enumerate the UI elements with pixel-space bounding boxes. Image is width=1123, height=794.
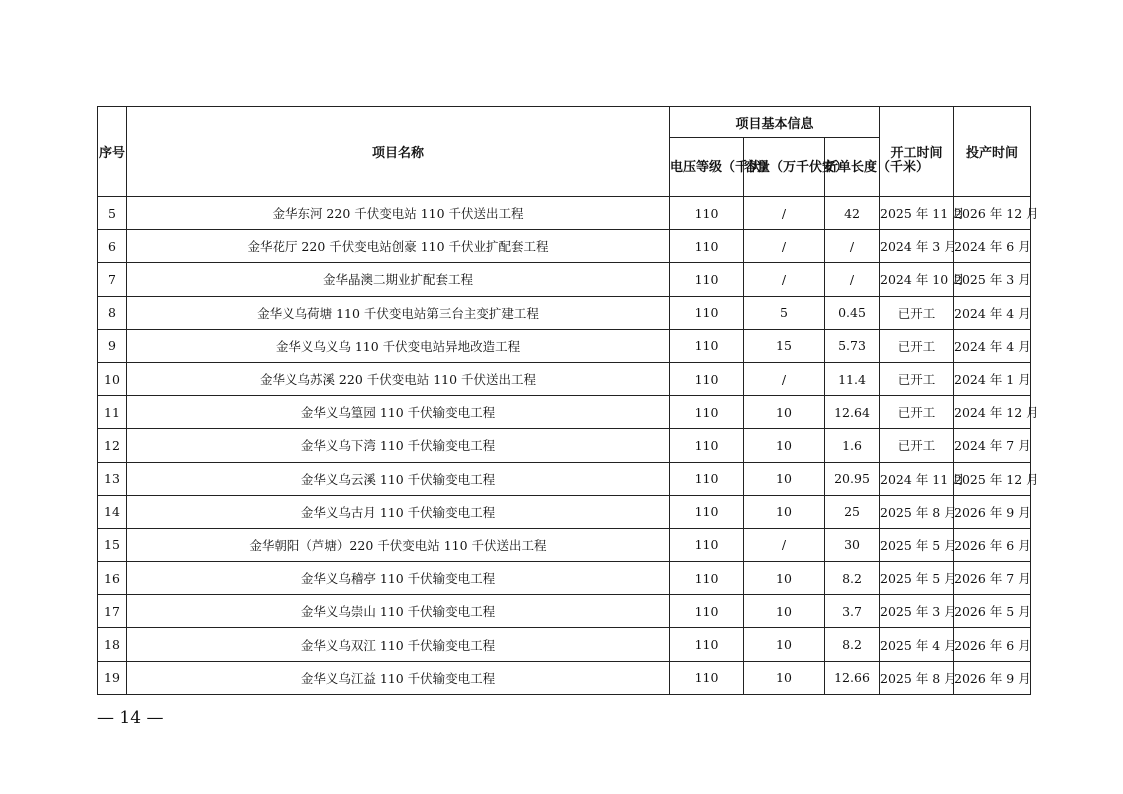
cell-name: 金华义乌荷塘 110 千伏变电站第三台主变扩建工程 (127, 296, 670, 329)
cell-length: 42 (825, 197, 880, 230)
cell-seq: 11 (98, 396, 127, 429)
table-row (98, 230, 1031, 263)
cell-voltage: 110 (670, 230, 744, 263)
cell-start: 2025 年 4 月 (880, 628, 954, 661)
cell-commission: 2024 年 7 月 (954, 429, 1031, 462)
cell-name: 金华义乌云溪 110 千伏输变电工程 (127, 462, 670, 495)
table-row (98, 462, 1031, 495)
project-table (97, 106, 1039, 695)
header-length: 折单长度（千米） (825, 138, 880, 197)
table-row (98, 495, 1031, 528)
cell-commission: 2026 年 6 月 (954, 628, 1031, 661)
table-row (98, 263, 1031, 296)
cell-length: / (825, 263, 880, 296)
cell-seq: 17 (98, 595, 127, 628)
cell-length: / (825, 230, 880, 263)
cell-length: 20.95 (825, 462, 880, 495)
cell-seq: 18 (98, 628, 127, 661)
table-row (98, 562, 1031, 595)
cell-commission: 2025 年 3 月 (954, 263, 1031, 296)
cell-commission: 2026 年 5 月 (954, 595, 1031, 628)
cell-name: 金华义乌崇山 110 千伏输变电工程 (127, 595, 670, 628)
cell-voltage: 110 (670, 595, 744, 628)
cell-capacity: 10 (744, 661, 825, 694)
cell-start: 2025 年 5 月 (880, 528, 954, 561)
cell-name: 金华东河 220 千伏变电站 110 千伏送出工程 (127, 197, 670, 230)
cell-start: 已开工 (880, 429, 954, 462)
cell-voltage: 110 (670, 528, 744, 561)
cell-commission: 2026 年 7 月 (954, 562, 1031, 595)
cell-length: 3.7 (825, 595, 880, 628)
cell-capacity: / (744, 263, 825, 296)
cell-start: 已开工 (880, 329, 954, 362)
cell-voltage: 110 (670, 396, 744, 429)
cell-capacity: 10 (744, 462, 825, 495)
cell-seq: 7 (98, 263, 127, 296)
cell-seq: 14 (98, 495, 127, 528)
header-name: 项目名称 (127, 107, 670, 197)
table-row (98, 362, 1031, 395)
cell-capacity: / (744, 230, 825, 263)
cell-commission: 2024 年 4 月 (954, 329, 1031, 362)
cell-commission: 2024 年 6 月 (954, 230, 1031, 263)
header-commission: 投产时间 (954, 107, 1031, 197)
cell-capacity: 15 (744, 329, 825, 362)
cell-seq: 19 (98, 661, 127, 694)
cell-seq: 15 (98, 528, 127, 561)
cell-start: 已开工 (880, 396, 954, 429)
cell-commission: 2026 年 12 月 (954, 197, 1031, 230)
cell-name: 金华朝阳（芦塘）220 千伏变电站 110 千伏送出工程 (127, 528, 670, 561)
table-row (98, 329, 1031, 362)
table-row (98, 528, 1031, 561)
cell-capacity: 10 (744, 628, 825, 661)
cell-capacity: 5 (744, 296, 825, 329)
cell-voltage: 110 (670, 495, 744, 528)
table-row (98, 197, 1031, 230)
cell-name: 金华义乌古月 110 千伏输变电工程 (127, 495, 670, 528)
table-row (98, 628, 1031, 661)
cell-capacity: 10 (744, 595, 825, 628)
header-voltage: 电压等级（千伏） (670, 138, 744, 197)
cell-commission: 2026 年 9 月 (954, 495, 1031, 528)
cell-length: 12.64 (825, 396, 880, 429)
cell-name: 金华义乌江益 110 千伏输变电工程 (127, 661, 670, 694)
cell-commission: 2025 年 12 月 (954, 462, 1031, 495)
cell-name: 金华花厅 220 千伏变电站创豪 110 千伏业扩配套工程 (127, 230, 670, 263)
table-row (98, 429, 1031, 462)
cell-capacity: 10 (744, 495, 825, 528)
table-row (98, 296, 1031, 329)
cell-start: 已开工 (880, 362, 954, 395)
header-capacity: 容量（万千伏安） (744, 138, 825, 197)
cell-seq: 10 (98, 362, 127, 395)
header-start: 开工时间 (880, 107, 954, 197)
table-body (98, 197, 1039, 695)
cell-start: 2025 年 3 月 (880, 595, 954, 628)
cell-length: 0.45 (825, 296, 880, 329)
cell-capacity: / (744, 528, 825, 561)
cell-name: 金华义乌义乌 110 千伏变电站异地改造工程 (127, 329, 670, 362)
cell-start: 2025 年 5 月 (880, 562, 954, 595)
cell-length: 12.66 (825, 661, 880, 694)
cell-seq: 12 (98, 429, 127, 462)
cell-voltage: 110 (670, 562, 744, 595)
cell-length: 8.2 (825, 628, 880, 661)
cell-start: 2025 年 8 月 (880, 661, 954, 694)
header-basic-info: 项目基本信息 (670, 107, 880, 138)
cell-voltage: 110 (670, 263, 744, 296)
cell-capacity: 10 (744, 562, 825, 595)
cell-commission: 2024 年 1 月 (954, 362, 1031, 395)
cell-seq: 6 (98, 230, 127, 263)
cell-commission: 2026 年 6 月 (954, 528, 1031, 561)
cell-seq: 8 (98, 296, 127, 329)
cell-capacity: / (744, 362, 825, 395)
cell-voltage: 110 (670, 197, 744, 230)
cell-voltage: 110 (670, 429, 744, 462)
cell-start: 2024 年 3 月 (880, 230, 954, 263)
cell-seq: 16 (98, 562, 127, 595)
cell-seq: 5 (98, 197, 127, 230)
cell-length: 30 (825, 528, 880, 561)
cell-voltage: 110 (670, 628, 744, 661)
cell-name: 金华义乌稽亭 110 千伏输变电工程 (127, 562, 670, 595)
cell-start: 2025 年 8 月 (880, 495, 954, 528)
cell-voltage: 110 (670, 329, 744, 362)
cell-start: 2024 年 10 月 (880, 263, 954, 296)
cell-commission: 2026 年 9 月 (954, 661, 1031, 694)
table-row (98, 595, 1031, 628)
cell-length: 1.6 (825, 429, 880, 462)
cell-capacity: / (744, 197, 825, 230)
cell-name: 金华义乌苏溪 220 千伏变电站 110 千伏送出工程 (127, 362, 670, 395)
cell-voltage: 110 (670, 462, 744, 495)
header-seq: 序号 (98, 107, 127, 197)
cell-seq: 9 (98, 329, 127, 362)
cell-length: 11.4 (825, 362, 880, 395)
cell-start: 2024 年 11 月 (880, 462, 954, 495)
cell-name: 金华晶澳二期业扩配套工程 (127, 263, 670, 296)
cell-capacity: 10 (744, 396, 825, 429)
cell-voltage: 110 (670, 661, 744, 694)
cell-name: 金华义乌下湾 110 千伏输变电工程 (127, 429, 670, 462)
cell-length: 8.2 (825, 562, 880, 595)
cell-start: 已开工 (880, 296, 954, 329)
cell-name: 金华义乌双江 110 千伏输变电工程 (127, 628, 670, 661)
cell-commission: 2024 年 12 月 (954, 396, 1031, 429)
table-row (98, 396, 1031, 429)
cell-capacity: 10 (744, 429, 825, 462)
cell-name: 金华义乌篁园 110 千伏输变电工程 (127, 396, 670, 429)
cell-voltage: 110 (670, 296, 744, 329)
cell-commission: 2024 年 4 月 (954, 296, 1031, 329)
table-row (98, 661, 1031, 694)
cell-length: 5.73 (825, 329, 880, 362)
cell-start: 2025 年 11 月 (880, 197, 954, 230)
cell-voltage: 110 (670, 362, 744, 395)
page-number: — 14 — (97, 708, 164, 728)
cell-length: 25 (825, 495, 880, 528)
cell-seq: 13 (98, 462, 127, 495)
